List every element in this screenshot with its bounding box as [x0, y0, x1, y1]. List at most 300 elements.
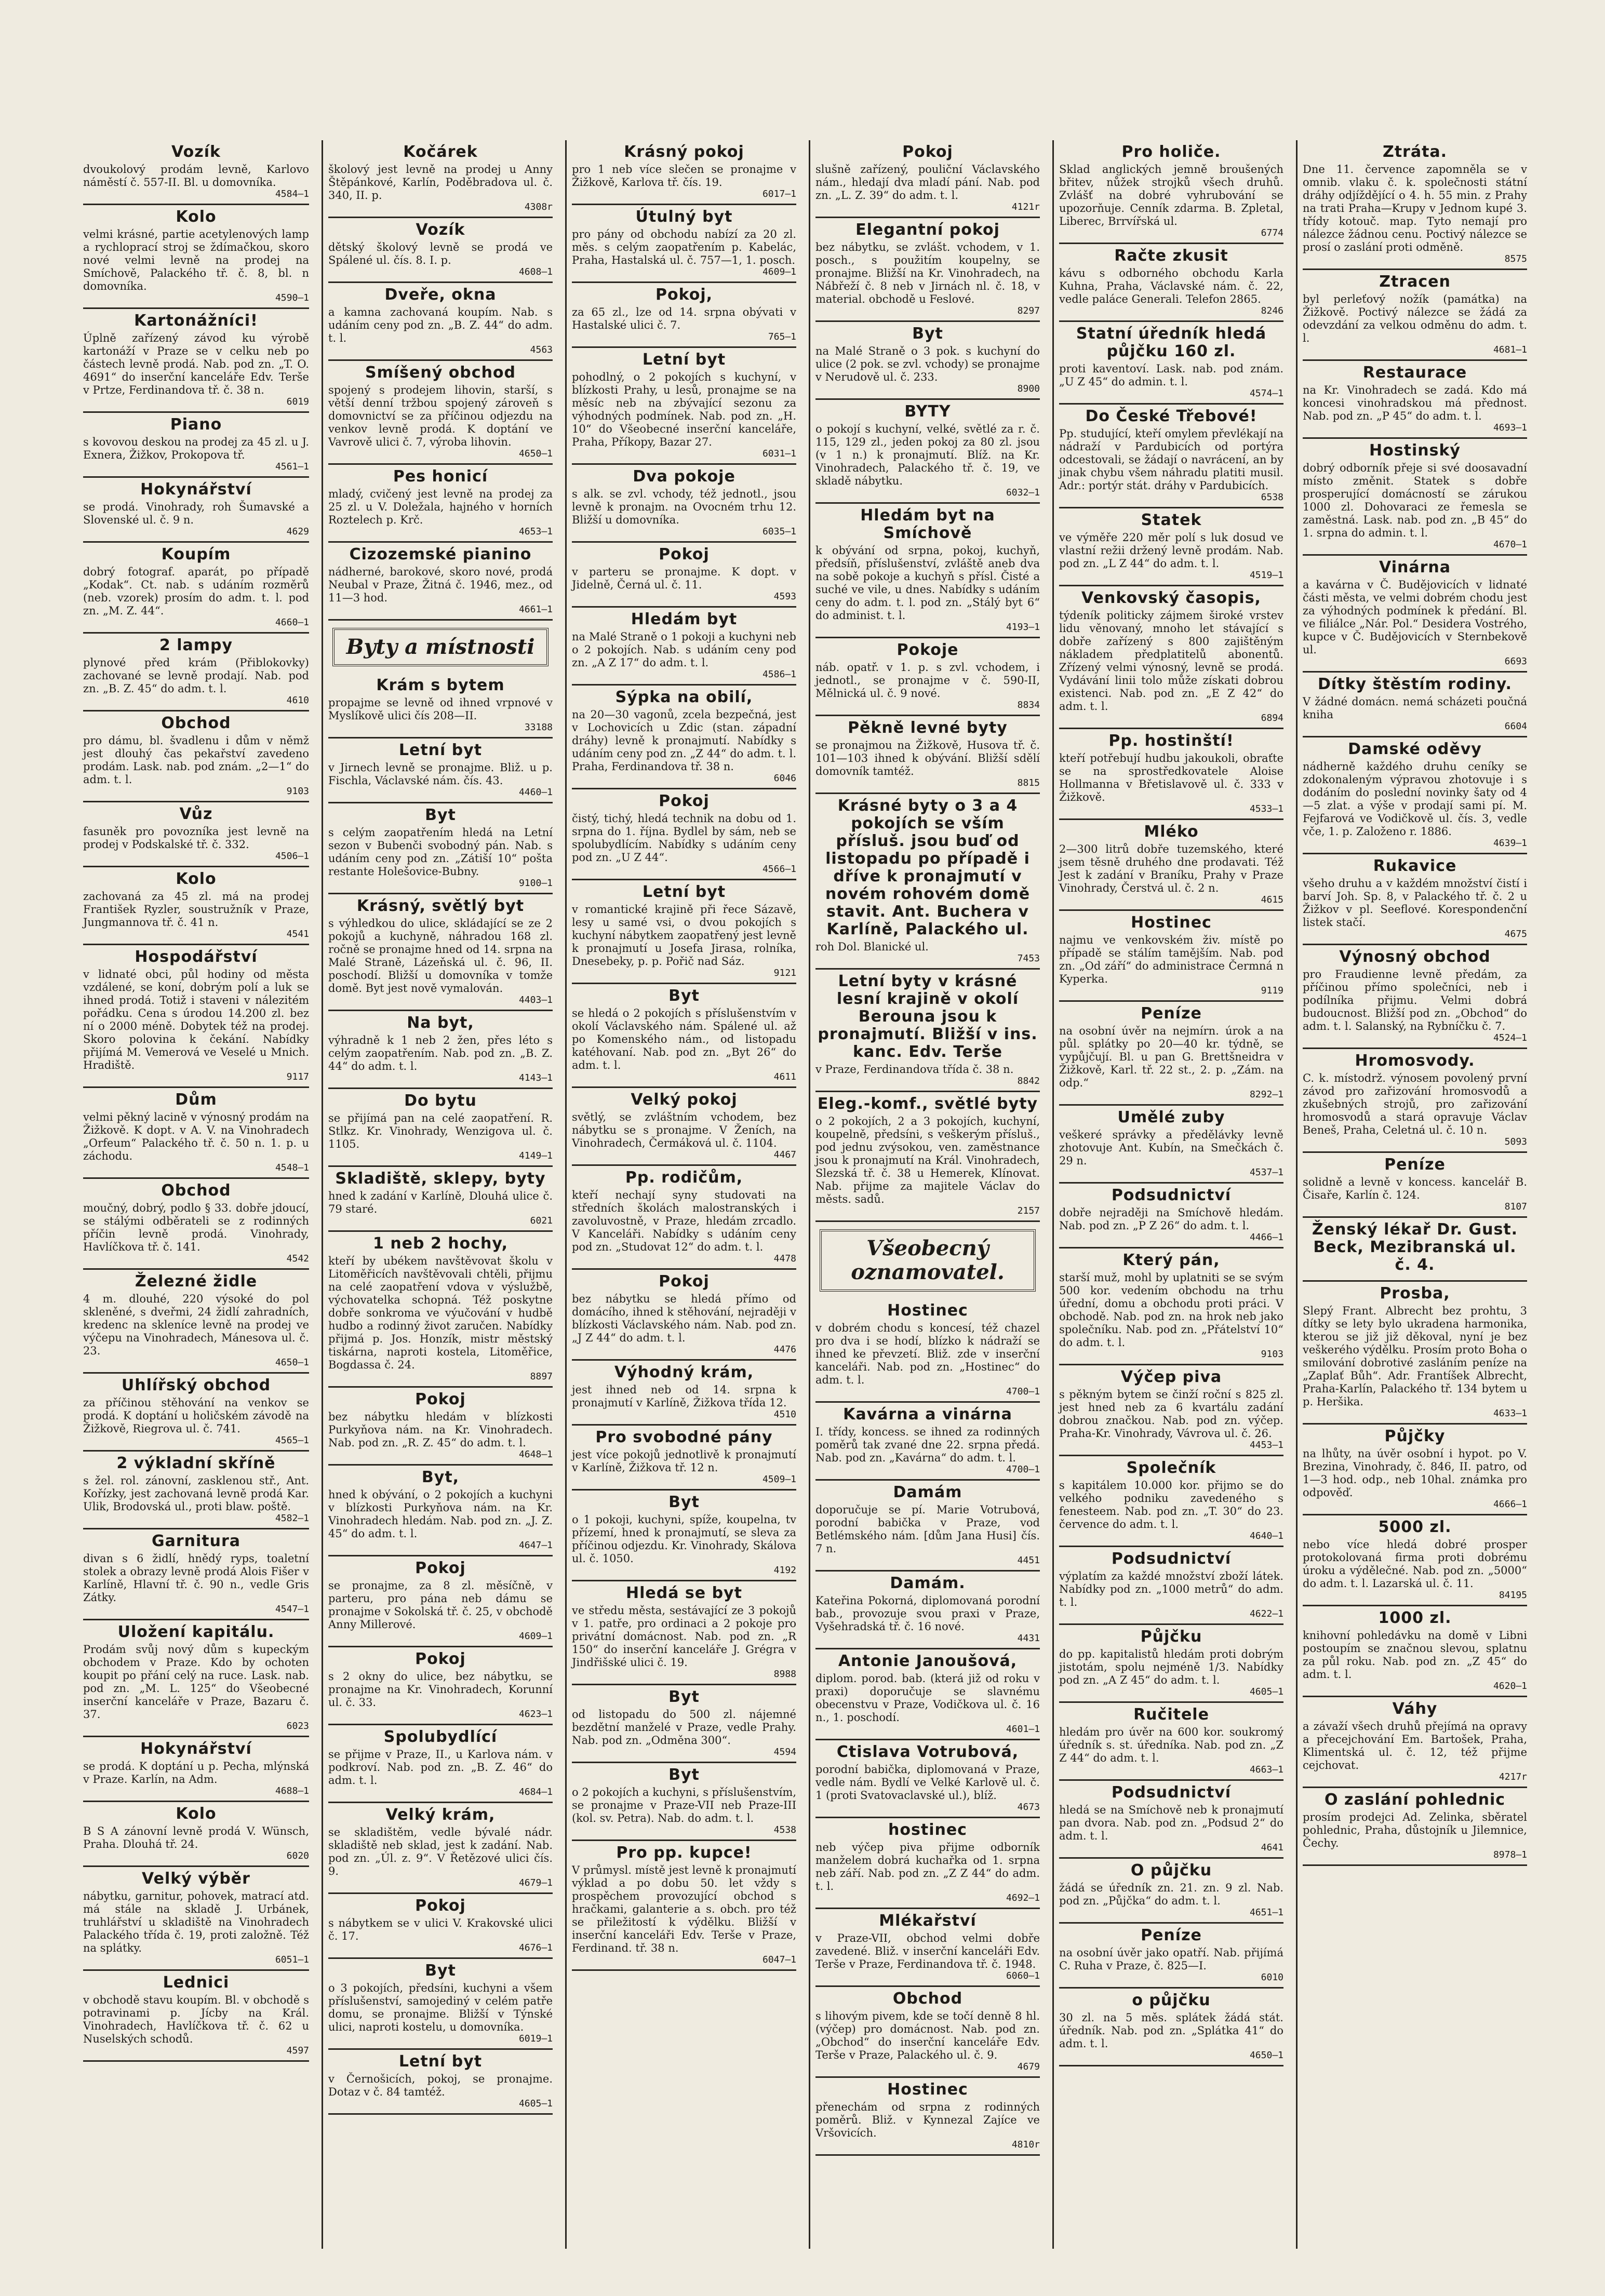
classified-ad	[328, 1959, 553, 2050]
classified-ad	[1059, 1002, 1283, 1106]
ad-text: prosím prodejci Ad. Zelinka, sběratel pohlednic, Praha, důstojník u Jilemnice, Čechy.	[1303, 1811, 1527, 1849]
classified-ad	[328, 803, 553, 894]
classified-ad	[815, 504, 1040, 638]
ad-heading: Byt	[425, 1962, 456, 1980]
ad-heading: Podsudnictví	[1111, 1186, 1232, 1204]
ad-heading: Rukavice	[1373, 857, 1457, 875]
ad-code: 4594	[773, 1747, 796, 1757]
ad-code: 8988	[773, 1669, 796, 1680]
ad-code: 8834	[1017, 700, 1040, 710]
classified-ad	[1059, 1365, 1283, 1456]
ad-code: 4193—1	[1006, 622, 1040, 633]
ad-heading: Hromosvody.	[1355, 1052, 1475, 1070]
ad-code: 4548—1	[275, 1162, 309, 1173]
ad-text: doporučuje se pí. Marie Votrubová, porodní babička v Praze, vod Betlémského nám. [dům Jana Husi] čís. 7 n.	[815, 1503, 1040, 1555]
ad-code: 4403—1	[518, 995, 553, 1005]
classified-ad	[328, 361, 553, 465]
ad-code: 6019	[286, 396, 309, 407]
ad-heading: Byt	[668, 1688, 700, 1706]
ad-heading: Dům	[175, 1091, 217, 1109]
ad-heading: Letní byt	[642, 351, 726, 369]
ad-code: 4217r	[1499, 1771, 1527, 1782]
ad-heading: Pokoje	[897, 641, 959, 659]
ad-text: v Černošicích, pokoj, se pronajme. Dotaz v č. 84 tamtéž.	[328, 2073, 553, 2098]
ad-code: 4519—1	[1249, 570, 1283, 581]
ad-text: propajme se levně od ihned vrpnové v Myslíkově ulici čís 208—II.	[328, 696, 553, 722]
ad-text: v romantické krajině při řece Sázavě, lesy u samé vsi, o dvou pokojích s kuchyní nábytkem zaopatřený jest levně k pronajmutí u Josefa Jirasa, rolníka, Dnesebeky, p. p. Pořič nad Sáz.	[572, 903, 796, 968]
ad-heading: Hledá se byt	[626, 1584, 742, 1602]
classified-ad	[83, 309, 309, 413]
ad-heading: Hokynářství	[140, 480, 252, 499]
ad-heading: Hostinský	[1369, 441, 1461, 460]
ad-text: se prodá. K doptání u p. Pecha, mlýnská v Praze. Karlín, na Adm.	[83, 1760, 309, 1785]
ad-code: 4633—1	[1493, 1408, 1527, 1419]
ad-text: s nábytkem se v ulici V. Krakovské ulici č. 17.	[328, 1917, 553, 1942]
ad-heading: Damské oděvy	[1348, 740, 1482, 758]
ad-code: 4460—1	[518, 787, 553, 798]
ad-heading: Pokoj	[659, 545, 710, 563]
ad-code: 4650—1	[275, 1357, 309, 1368]
ad-code: 8900	[1017, 383, 1040, 394]
classified-ad	[815, 1818, 1040, 1909]
ad-text: se pronajme, za 8 zl. měsíčně, v parteru, pro pána neb dámu se pronajme v Sokolská tř. č. 25, v obchodě Anny Millerové.	[328, 1579, 553, 1631]
ad-code: 5093	[1504, 1136, 1527, 1147]
ad-heading: Ctislava Votrubová,	[836, 1743, 1019, 1761]
ad-heading: Venkovský časopis,	[1081, 589, 1261, 607]
ad-text: mladý, cvičený jest levně na prodej za 25 zl. u V. Doležala, hajného v horních Roztelech p. Krč.	[328, 488, 553, 526]
ad-heading: o půjčku	[1132, 1991, 1211, 2009]
ad-text: s celým zaopatřením hledá na Letní sezon v Bubenči svobodný pán. Nab. s udáním ceny pod zn. „Zátiší 10“ pošta restante Holešovice-Bubny.	[328, 826, 553, 878]
classified-ad	[83, 1620, 309, 1737]
ad-text: výplatím za každé množství zboží látek. Nabídky pod zn. „1000 metrů“ do adm. t. l.	[1059, 1570, 1283, 1608]
classified-ad	[1059, 729, 1283, 820]
ad-heading: Podsudnictví	[1111, 1550, 1232, 1568]
classified-ad	[328, 1089, 553, 1167]
classified-ad	[572, 1361, 796, 1426]
column-6	[1296, 140, 1532, 2249]
classified-ad	[1059, 244, 1283, 322]
ad-text: za příčinou stěhování na venkov se prodá. K doptání u holičském závodě na Žižkově, Riegrova ul. č. 741.	[83, 1397, 309, 1435]
ad-text: s kapitálem 10.000 kor. přijmo se do velkého podniku zavedeného s fenesteem. Nab. pod zn. „T. 30“ do 23. července do adm. t. l.	[1059, 1479, 1283, 1530]
ad-code: 6894	[1261, 713, 1283, 723]
ad-code: 4476	[773, 1344, 796, 1355]
ad-code: 4609—1	[762, 266, 796, 277]
ad-text: školový jest levně na prodej u Anny Štěpánkové, Karlín, Poděbradova ul. č. 340, II. p.	[328, 163, 553, 202]
ad-code: 4650—1	[1249, 2050, 1283, 2061]
classified-ad	[1303, 1515, 1527, 1606]
ad-heading: Ručitele	[1133, 1706, 1209, 1724]
ad-heading: Do bytu	[404, 1092, 477, 1110]
ad-heading: Kočárek	[403, 143, 478, 161]
classified-ad	[1303, 1049, 1527, 1153]
classified-ad	[1303, 1425, 1527, 1515]
classified-ad	[1059, 508, 1283, 586]
ad-code: 6017—1	[762, 189, 796, 199]
classified-ad	[572, 1763, 796, 1841]
ad-code: 4639—1	[1493, 838, 1527, 849]
ad-text: velmi krásné, partie acetylenových lamp a rychloprací stroj se ždímačkou, skoro nové velmi levně na prodej na Smíchově, Palackého tř. č. 8, bl. n domovníka.	[83, 228, 309, 292]
ad-code: 4620—1	[1493, 1681, 1527, 1691]
ad-text: na Malé Straně o 1 pokoji a kuchyni neb o 2 pokojích. Nab. s udáním ceny pod zn. „A Z 17“ do adm. t. l.	[572, 630, 796, 669]
ad-code: 4611	[773, 1071, 796, 1082]
ad-heading: Piano	[170, 415, 222, 434]
ad-heading: Damám	[893, 1483, 962, 1501]
ad-code: 7453	[1017, 953, 1040, 964]
ad-heading: Eleg.-komf., světlé byty	[817, 1095, 1038, 1113]
ad-heading: Cizozemské pianino	[349, 545, 532, 563]
ad-text: jest ihned neb od 14. srpna k pronajmutí v Karlíně, Žižkova třída 12.	[572, 1384, 796, 1409]
ad-text: výhradně k 1 neb 2 žen, přes léto s celým zaopatřením. Nab. pod zn. „B. Z. 44“ do adm. t. l.	[328, 1034, 553, 1072]
ad-text: se přijme v Praze, II., u Karlova nám. v podkroví. Nab. pod zn. „B. Z. 46“ do adm. t. l.	[328, 1748, 553, 1787]
ad-code: 765—1	[768, 331, 796, 342]
ad-heading: Krám s bytem	[376, 676, 505, 694]
ad-heading: Byt	[668, 987, 700, 1005]
ad-text: neb výčep piva přijme odborník manželem dobrá kuchařka od 1. srpna neb září. Nab. pod zn. „Z Z 44“ do adm. t. l.	[815, 1841, 1040, 1892]
ad-heading: Útulný byt	[635, 208, 733, 226]
ad-code: 4451	[1017, 1555, 1040, 1566]
classified-ad	[83, 867, 309, 945]
classified-ad	[572, 1166, 796, 1270]
ad-heading: Pro svobodné pány	[595, 1428, 773, 1446]
ad-code: 4679—1	[518, 1877, 553, 1888]
ad-heading: Velký výběr	[142, 1870, 250, 1888]
ad-heading: Obchod	[161, 714, 231, 732]
ad-heading: Prosba,	[1380, 1284, 1450, 1303]
ad-code: 4688—1	[275, 1785, 309, 1796]
classified-ad	[1303, 556, 1527, 673]
classified-ad	[83, 413, 309, 478]
ad-code: 9103	[1261, 1349, 1283, 1360]
ad-heading: O půjčku	[1130, 1861, 1212, 1879]
ad-code: 4586—1	[762, 669, 796, 680]
section-heading: Všeobecný oznamovatel.	[820, 1229, 1036, 1292]
classified-ad	[1059, 1547, 1283, 1625]
ad-code: 4597	[286, 2045, 309, 2056]
ad-code: 6019—1	[518, 2033, 553, 2044]
ad-heading: Pokoj	[415, 1390, 466, 1408]
ad-code: 4610	[286, 695, 309, 706]
ad-heading: Výčep piva	[1120, 1368, 1222, 1386]
classified-ad	[328, 1232, 553, 1388]
ad-heading: Pokoj	[902, 143, 953, 161]
ad-code: 8575	[1504, 253, 1527, 264]
ad-code: 8107	[1504, 1201, 1527, 1212]
classified-ad	[1059, 1703, 1283, 1781]
ad-text: Kateřina Pokorná, diplomovaná porodní bab., provozuje svou praxi v Praze, Vyšehradská tř. č. 16 nové.	[815, 1594, 1040, 1633]
ad-heading: Byt	[668, 1766, 700, 1784]
ad-code: 4605—1	[1249, 1686, 1283, 1697]
classified-ad	[83, 802, 309, 867]
classified-ad	[83, 1737, 309, 1802]
classified-ad	[328, 1647, 553, 1725]
classified-ad	[1059, 140, 1283, 244]
ad-code: 4647—1	[518, 1540, 553, 1551]
ad-text: a kavárna v Č. Budějovicích v lidnaté části města, ve velmi dobrém chodu jest za výhodných podmínek k předání. Bl. ve filiálce „Nár. Pol.“ Desidera Vostrého, kupce v Č. Budějovicích v Sternbekově ul.	[1303, 579, 1527, 656]
classified-ad	[1303, 1697, 1527, 1788]
ad-text: Sklad anglických jemně broušených břitev, nůžek strojků všech druhů. Zvlášť na dobré vyhrubování se upozorňuje. Cenník zdarma. B. Zpletal, Liberec, Brrvířská ul.	[1059, 163, 1283, 227]
ad-text: na lhůty, na úvěr osobní i hypot. po V. Brezina, Vinohrady, č. 846, II. patro, od 1—3 hod. odp., neb 10hal. známka pro odpověď.	[1303, 1447, 1527, 1499]
ad-text: o 1 pokoji, kuchyni, spíže, koupelna, tv přízemí, hned k pronajmutí, se sleva za příčinou odjezdu. Kr. Vinohrady, Skálova ul. č. 1050.	[572, 1513, 796, 1565]
classified-ad	[328, 1803, 553, 1894]
ad-code: 6020	[286, 1850, 309, 1861]
ad-heading: Krásné byty o 3 a 4 pokojích se vším přísluš. jsou buď od listopadu po případě i dříve k pronajmutí v novém rohovém domě stavit. Ant. Buchera v Karlíně, Palackého ul.	[825, 797, 1031, 938]
ad-heading: Umělé zuby	[1117, 1108, 1225, 1126]
ad-text: o 2 pokojích a kuchyni, s příslušenstvím, se pronajme v Praze-VII neb Praze-III (kol. sv. Petra). Nab. do adm. t. l.	[572, 1786, 796, 1824]
ad-heading: Skladiště, sklepy, byty	[335, 1170, 546, 1188]
ad-code: 4692—1	[1006, 1892, 1040, 1903]
classified-ad	[1303, 1788, 1527, 1866]
ad-text: týdeník politicky zájmem široké vrstev lidu věnovaný, mnoho let stávající s dobře zařízený s 800 zajištěným nákladem předplatitelů abonentů. Zřízený velmi výnosný, levně se prodá. Vydávání linii tolo může získati dobrou existenci. Nab. pod zn. „E Z 42“ do adm. t. l.	[1059, 609, 1283, 713]
ad-text: bez nábytku, se zvlášt. vchodem, v 1. posch., s použitím koupelny, se pronajme. Bližší na Kr. Vinohradech, na Nábřeží č. 8 neb v Jirnách nl. č. 18, v material. obchodě u Feslové.	[815, 241, 1040, 305]
classified-ad	[83, 1971, 309, 2062]
ad-code: 6023	[286, 1721, 309, 1731]
ad-text: dobrý odborník přeje si své doosavadní místo změnit. Statek s dobře prosperující domácností se zárukou 1000 zl. Dohovaraci ze řemesla se zaměstná. Lask. nab. pod zn. „B 45“ do 1. srpna do admin. t. l.	[1303, 462, 1527, 539]
ad-code: 4593	[773, 591, 796, 602]
ad-text: dobře nejraději na Smíchově hledám. Nab. pod zn. „P Z 26“ do adm. t. l.	[1059, 1206, 1283, 1232]
ad-code: 4666—1	[1493, 1499, 1527, 1510]
ad-code: 4661—1	[518, 604, 553, 615]
ad-code: 4681—1	[1493, 344, 1527, 355]
ad-heading: Hostinec	[887, 1301, 968, 1320]
classified-ad	[1059, 1859, 1283, 1924]
ad-heading: Kolo	[176, 208, 217, 226]
ad-heading: O zaslání pohlednic	[1324, 1791, 1506, 1809]
classified-ad	[572, 543, 796, 608]
ad-heading: Pěkně levné byty	[848, 719, 1008, 737]
classified-ad	[1303, 1606, 1527, 1697]
ad-code: 4622—1	[1249, 1608, 1283, 1619]
ad-heading: Garnitura	[151, 1532, 241, 1550]
ad-text: na osobní úvěr na nejmírn. úrok a na půl. splátky po 20—40 kr. týdně, se vypůjčují. Bl. u pan G. Brettšneidra v Žižkově, Karl. tř. 22 st., 2. p. „Zám. na odp.“	[1059, 1025, 1283, 1089]
ad-code: 4566—1	[762, 864, 796, 875]
ad-text: světlý, se zvláštním vchodem, bez nábytku se s pronajme. V Ženích, na Vinohradech, Čermáková ul. č. 1104.	[572, 1111, 796, 1149]
classified-ad	[815, 1987, 1040, 2078]
ad-code: 9100—1	[518, 878, 553, 889]
ad-text: plynové před krám (Přiblokovky) zachované se levně prodají. Nab. pod zn. „B. Z. 45“ do adm. t. l.	[83, 656, 309, 695]
classified-ad	[572, 1581, 796, 1685]
ad-text: se hledá o 2 pokojích s příslušenstvím v okolí Václavského nám. Spálené ul. až po Komenského nám., od listopadu katéhovaní. Nab. pod zn. „Byt 26“ do adm. t. l.	[572, 1007, 796, 1071]
ad-code: 4510	[773, 1409, 796, 1420]
classified-ad	[1303, 673, 1527, 737]
ad-text: dětský školový levně se prodá ve Spálené ul. čís. 8. I. p.	[328, 241, 553, 266]
ad-text: V průmysl. místě jest levně k pronajmutí výklad a po dobu 50. let vždy s prospěchem provozující obchod s hračkami, galanterie a s. obch. pro též se přiležitostí k výdělku. Bližší v inserční kanceláři Edv. Terše v Praze, Ferdinand. tř. 38 n.	[572, 1864, 796, 1954]
ad-code: 8292—1	[1249, 1089, 1283, 1100]
classified-ad	[1059, 1625, 1283, 1703]
ad-heading: Výnosný obchod	[1339, 948, 1491, 966]
ad-code: 4431	[1017, 1633, 1040, 1644]
classified-ad	[328, 1894, 553, 1959]
ad-heading: Hledám byt na Smíchově	[860, 506, 995, 542]
classified-ad	[83, 711, 309, 802]
classified-ad	[328, 465, 553, 543]
ad-heading: Obchod	[161, 1181, 231, 1200]
ad-text: přenechám od srpna z rodinných poměrů. Bliž. v Kynnezal Zajíce ve Vršovicích.	[815, 2101, 1040, 2139]
ad-text: hledám pro úvěr na 600 kor. soukromý úředník s. st. úředníka. Nab. pod zn. „Z Z 44“ do adm. t. l.	[1059, 1726, 1283, 1764]
ad-heading: Byt,	[421, 1468, 460, 1486]
classified-ad	[572, 686, 796, 789]
ad-heading: Pp. hostinští!	[1108, 732, 1234, 750]
classified-ad	[815, 322, 1040, 400]
ad-heading: Pokoj	[659, 1272, 710, 1291]
ad-text: v Praze, Ferdinandova třída č. 38 n.	[815, 1063, 1014, 1076]
ad-text: bez nábytku se hledá přímo od domácího, ihned k stěhování, nejraději v blízkosti Václavského nám. Nab. pod zn. „J Z 44“ do adm. t. l.	[572, 1293, 796, 1344]
ad-heading: Damám.	[890, 1574, 966, 1592]
ad-text: nebo více hledá dobré prosper protokolovaná firma proti dobrému úroku a výdělečné. Nab. pod zn. „5000“ do adm. t. l. Lazarská ul. č. 11.	[1303, 1538, 1527, 1590]
ad-text: nádherně každého druhu ceníky se zdokonaleným výpravou zhotovuje i s dodáním do poslední novinky šaty od 4—5 zlat. a výše v prodají sami pí. M. Fejfarová ve Vodičkově ul. čís. 3, vedle vče, 1. p. Založeno r. 1886.	[1303, 760, 1527, 838]
classified-ad	[1303, 1218, 1527, 1282]
ad-code: 6047—1	[762, 1954, 796, 1965]
ad-code: 4509—1	[762, 1474, 796, 1485]
ad-text: bez nábytku hledám v blízkosti Purkyňova nám. na Kr. Vinohradech. Nab. pod zn. „R. Z. 45“ do adm. t. l.	[328, 1411, 553, 1449]
ad-text: moučný, dobrý, podlo § 33. dobře jdoucí, se stálými odběrateli se z rodinných příčin levně prodá. Vinohrady, Havlíčkova tř. č. 141.	[83, 1202, 309, 1253]
ad-text: dobrý fotograf. aparát, po případě „Kodak“. Ct. nab. s udáním rozměrů (neb. vzorek) prosím do adm. t. l. pod zn. „M. Z. 44“.	[83, 566, 309, 617]
ad-code: 8897	[530, 1371, 553, 1382]
ad-text: s lihovým pivem, kde se točí denně 8 hl. (výčep) pro domácnost. Nab. pod zn. „Obchod“ do inserční kanceláře Edv. Terše v Praze, Palackého ul. č. 9.	[815, 2010, 1040, 2061]
ad-heading: Obchod	[892, 1990, 963, 2008]
ad-code: 6774	[1261, 227, 1283, 238]
classified-ad	[83, 945, 309, 1088]
ad-text: hledá se na Smíchově neb k pronajmutí pan dvora. Nab. pod zn. „Podsud 2“ do adm. t. l.	[1059, 1804, 1283, 1842]
ad-code: 4650—1	[518, 448, 553, 459]
ad-code: 4547—1	[275, 1604, 309, 1615]
ad-text: s kovovou deskou na prodej za 45 zl. u J. Exnera, Žižkov, Prokopova tř.	[83, 436, 309, 461]
classified-ad	[83, 1452, 309, 1529]
classified-ad	[83, 205, 309, 309]
ad-text: divan s 6 židlí, hnědý ryps, toaletní stolek a obrazy levně prodá Alois Fišer v Karlíně, Hlavní tř. č. 90 n., vedle Gris Zátky.	[83, 1552, 309, 1604]
ad-heading: 5000 zl.	[1378, 1518, 1452, 1536]
ad-heading: Statek	[1141, 511, 1202, 529]
ad-heading: Hostinec	[887, 2080, 968, 2099]
classified-ad	[815, 1909, 1040, 1987]
classified-ad	[815, 970, 1040, 1092]
ad-heading: Letní byt	[398, 2052, 483, 2071]
ad-heading: Pokoj	[659, 792, 710, 810]
classified-ad	[328, 543, 553, 621]
ad-code: 6010	[1261, 1972, 1283, 1983]
ad-text: od listopadu do 500 zl. nájemné bezdětní manželé v Praze, vedle Prahy. Nab. pod zn. „Odměna 300“.	[572, 1708, 796, 1747]
ad-text: s pěkným bytem se činží roční s 825 zl. jest hned neb za 6 kvartálu zadání dobrou značkou. Nab. pod zn. výčep. Praha-Kr. Vinohrady, Vávrova ul. č. 26.	[1059, 1388, 1283, 1440]
ad-text: dvoukolový prodám levně, Karlovo náměstí č. 557-II. Bl. u domovníka.	[83, 163, 309, 189]
ad-heading: Železné židle	[135, 1272, 258, 1291]
ad-text: porodní babička, diplomovaná v Praze, vedle nám. Bydlí ve Velké Karlově ul. č. 1 (proti Svatovaclavské ul.), blíž.	[815, 1763, 1040, 1802]
ad-heading: Ztracen	[1379, 273, 1451, 291]
ad-heading: Do České Třebové!	[1085, 407, 1258, 425]
ad-heading: Kavárna a vinárna	[843, 1405, 1012, 1424]
classified-ad	[572, 465, 796, 543]
ad-text: v dobrém chodu s koncesí, též chazel pro dva i se hodí, blízko k nádraží se ihned ke převzetí. Bliž. zde v inserční kanceláři. Nab. pod zn. „Hostinec“ do adm. t. l.	[815, 1322, 1040, 1386]
ad-text: čistý, tichý, hledá technik na dobu od 1. srpna do 1. října. Bydlel by sám, neb se spolubydlícím. Nabídky s udáním ceny pod zn. „U Z 44“.	[572, 812, 796, 864]
ad-code: 4478	[773, 1253, 796, 1264]
classified-ad	[328, 1388, 553, 1466]
classified-ad	[1303, 945, 1527, 1049]
classified-ad	[1303, 270, 1527, 361]
ad-heading: Sýpka na obilí,	[615, 688, 753, 706]
ad-text: kteří potřebují hudbu jakoukoli, obraťte se na sprostředkovatele Aloise Hollmanna v Břetislavově ul. č. 333 v Žižkově.	[1059, 752, 1283, 803]
ad-text: 30 zl. na 5 měs. splátek žádá stát. úředník. Nab. pod zn. „Splátka 41“ do adm. t. l.	[1059, 2011, 1283, 2050]
ad-heading: Krásný, světlý byt	[356, 897, 525, 915]
ad-code: 6051—1	[275, 1954, 309, 1965]
ad-heading: Uhlířský obchod	[121, 1376, 271, 1394]
ad-code: 2157	[1017, 1205, 1040, 1216]
ad-heading: Dítky štěstím rodiny.	[1318, 675, 1512, 693]
classified-ad	[328, 1556, 553, 1647]
ad-heading: Půjčky	[1384, 1427, 1446, 1445]
ad-heading: Kolo	[176, 1805, 217, 1823]
ad-text: s alk. se zvl. vchody, též jednotl., jsou levně k pronajm. na Ovocném trhu 12. Bližší u domovníka.	[572, 488, 796, 526]
ad-code: 4615	[1261, 894, 1283, 905]
ad-heading: Pokoj,	[655, 286, 713, 304]
ad-code: 4629	[286, 526, 309, 537]
ad-heading: Račte zkusit	[1114, 247, 1228, 265]
classified-ad	[572, 608, 796, 686]
ad-text: v Jirnech levně se pronajme. Bliž. u p. Fischla, Václavské nám. čís. 43.	[328, 761, 553, 787]
classified-ad	[328, 283, 553, 361]
classified-ad	[572, 984, 796, 1088]
ad-code: 4541	[286, 929, 309, 939]
ad-code: 4640—1	[1249, 1530, 1283, 1541]
ad-text: s 2 okny do ulice, bez nábytku, se pronajme na Kr. Vinohradech, Korunní ul. č. 33.	[328, 1670, 553, 1709]
ad-text: o pokojí s kuchyní, velké, světlé za r. č. 115, 129 zl., jeden pokoj za 80 zl. jsou (v 1 n.) k pronajmutí. Blíž. na Kr. Vinohradech, Palackého tř. č. 19, ve skladě nábytku.	[815, 423, 1040, 487]
ad-code: 4565—1	[275, 1435, 309, 1446]
classified-ad	[1059, 1248, 1283, 1365]
ad-code: 4660—1	[275, 617, 309, 628]
ad-text: najmu ve venkovském živ. místě po případě se stálím tamějším. Nab. pod zn. „Od září“ do administrace Čermná n Kyperka.	[1059, 934, 1283, 985]
classified-ad	[815, 1299, 1040, 1403]
ad-heading: Pokoj	[415, 1897, 466, 1915]
ad-text: v obchodě stavu koupím. Bl. v obchodě s potravinami p. Jícby na Král. Vinohradech, Havlíčkova tř. č. 62 u Nuselských schodů.	[83, 1994, 309, 2045]
ad-text: a závaží všech druhů přejímá na opravy a přecejchování Em. Bartošek, Praha, Klimentská ul. č. 12, též přijme cejchovat.	[1303, 1720, 1527, 1771]
ad-text: na osobní úvěr jako opatří. Nab. přijímá C. Ruha v Praze, č. 825—I.	[1059, 1946, 1283, 1972]
ad-code: 4676—1	[518, 1942, 553, 1953]
classified-ad	[1059, 1781, 1283, 1859]
ad-code: 4700—1	[1006, 1464, 1040, 1475]
ad-code: 8246	[1261, 305, 1283, 316]
ad-heading: 2 výkladní skříně	[116, 1454, 276, 1472]
ad-heading: 1 neb 2 hochy,	[373, 1234, 508, 1253]
classified-ad	[815, 2078, 1040, 2156]
classified-ad	[328, 894, 553, 1011]
ad-text: náb. opatř. v 1. p. s zvl. vchodem, i jednotl., se pronajme v č. 590-II, Mělnická ul. č. 9 nové.	[815, 661, 1040, 700]
classified-ad	[1303, 737, 1527, 854]
ad-heading: Půjčku	[1140, 1628, 1202, 1646]
ad-code: 8297	[1017, 305, 1040, 316]
classified-ad	[328, 1725, 553, 1803]
ad-text: 4 m. dlouhé, 220 výsoké do pol skleněné, s dveřmi, 24 židlí zahradních, kredenc na skleníce levně na prodej ve výčepu na Vinohradech, Mánesova ul. č. 23.	[83, 1293, 309, 1357]
ad-heading: 1000 zl.	[1378, 1609, 1452, 1627]
classified-ad	[328, 1167, 553, 1232]
classified-ad	[572, 880, 796, 984]
ad-text: na Malé Straně o 3 pok. s kuchyní do ulice (2 pok. se zvl. vchody) se pronajme v Nerudově ul. č. 233.	[815, 345, 1040, 383]
ad-text: na Kr. Vinohradech se zadá. Kdo má koncesi vinohradskou má přednost. Nab. pod zn. „P 45“ do adm. t. l.	[1303, 384, 1527, 422]
ad-text: Dne 11. července zapomněla se v omnib. vlaku č. k. společnosti státní dráhy odjíždějící o 4. h. 55 min. z Prahy na trati Praha—Krupy v Jednom kupé 3. třídy kotouč. map. Tyto nemají pro nálezce žádnou cenu. Poctivý nálezce se prosí o zaslání proti odměně.	[1303, 163, 1527, 253]
classified-ad	[572, 789, 796, 880]
ad-code: 9117	[286, 1071, 309, 1082]
ad-heading: Ztráta.	[1382, 143, 1448, 161]
classified-ad	[815, 1092, 1040, 1222]
ad-text: o 2 pokojích, 2 a 3 pokojích, kuchyní, koupelně, předsíni, s veškerým přísluš., pod jednu zvýsokou, ven. zaměstnance jsou k pronajmutí na Král. Vinohradech, Slezská tř. č. 38 u Hemerek, Klínovat. Nab. přijme za majitele Václav do městs. sadů.	[815, 1115, 1040, 1205]
column-4	[809, 140, 1045, 2249]
ad-text: V žádné domácn. nemá scházeti poučná kniha	[1303, 695, 1527, 721]
ad-heading: Na byt,	[407, 1014, 474, 1032]
ad-code: 6046	[773, 773, 796, 784]
classified-ad	[1059, 1924, 1283, 1989]
ad-code: 4641	[1261, 1842, 1283, 1853]
classified-ad	[328, 2050, 553, 2115]
ad-text: kávu s odborného obchodu Karla Kuhna, Praha, Václavské nám. č. 22, vedle paláce Generali. Telefon 2865.	[1059, 267, 1283, 305]
ad-text: v Praze-VII, obchod velmi dobře zavedené. Bliž. v inserční kanceláři Edv. Terše v Praze, Ferdinandova tř. č. 1948.	[815, 1932, 1040, 1970]
ad-code: 4673	[1017, 1802, 1040, 1812]
ad-heading: Krásný pokoj	[624, 143, 744, 161]
